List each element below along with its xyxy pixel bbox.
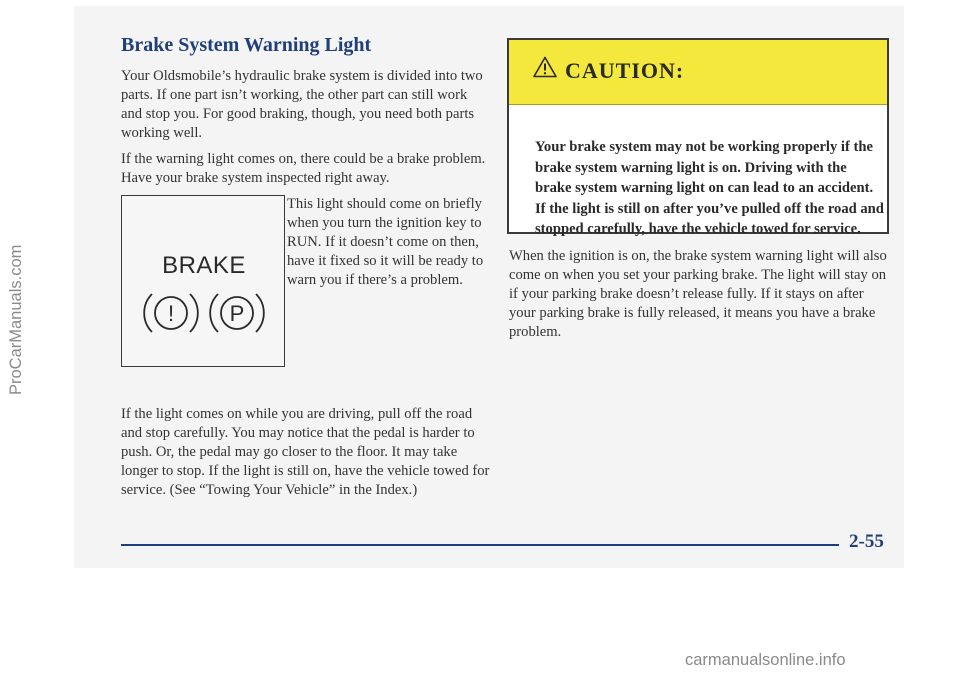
warning-paragraph: If the warning light comes on, there could be a brake problem. Have your brake system inspected right away. <box>121 151 486 186</box>
side-watermark <box>2 145 28 395</box>
side-watermark-text: ProCarManuals.com <box>7 244 25 395</box>
intro-paragraph: Your Oldsmobile’s hydraulic brake system is divided into two parts. If one part isn’t working, the other part can still work and stop you. For good braking, though, you need both parts working well. <box>121 68 483 141</box>
brake-indicator-illustration <box>121 195 285 367</box>
caution-text: Your brake system may not be working properly if the brake system warning light is on. Driving with the brake system warning light on can lead to an accident. If the light is still on after you’ve pulled off the road and stopped carefully, have the vehicle towed for service. <box>535 139 884 237</box>
caution-title: CAUTION: <box>565 58 685 83</box>
driving-paragraph: If the light comes on while you are driving, pull off the road and stop carefully. You may notice that the pedal is harder to push. Or, the pedal may go closer to the floor. It may take longer to stop. If the light is still on, have the vehicle towed for service. (See “Towing Your Vehicle” in the Index.) <box>121 406 490 498</box>
footer-rule <box>121 544 839 546</box>
indicator-description: This light should come on briefly when you turn the ignition key to RUN. If it doesn’t come on then, have it fixed so it will be ready to warn you if there’s a problem. <box>287 196 484 288</box>
caution-box <box>507 38 889 237</box>
brake-symbols <box>122 284 286 344</box>
exclamation-symbol: ! <box>167 301 175 326</box>
parking-brake-paragraph: When the ignition is on, the brake system warning light will also come on when you set your parking brake. The light will stay on if your parking brake doesn’t release fully. If it stays on after your parking brake is fully released, it means you have a brake problem. <box>509 248 887 340</box>
caution-banner <box>509 40 887 105</box>
brake-indicator-label: BRAKE <box>162 252 246 279</box>
warning-triangle-icon <box>533 56 557 78</box>
page-number: 2-55 <box>849 531 884 552</box>
section-title: Brake System Warning Light <box>121 34 372 56</box>
bottom-watermark: carmanualsonline.info <box>685 651 846 669</box>
parking-letter-symbol: P <box>229 301 245 326</box>
